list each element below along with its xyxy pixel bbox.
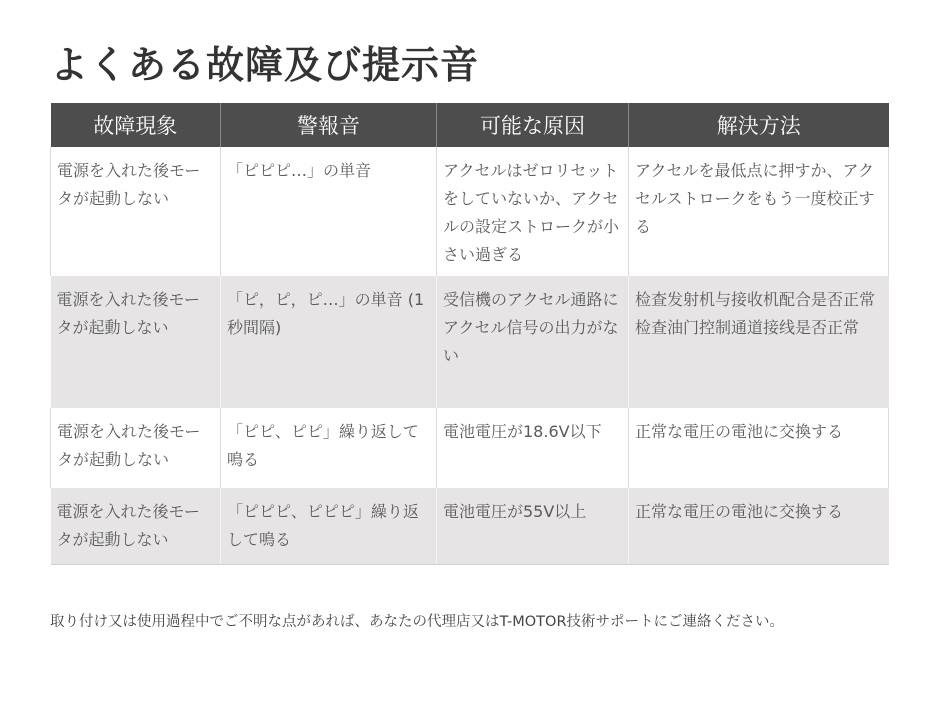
footer-note: 取り付け又は使用過程中でご不明な点があれば、あなたの代理店又はT-MOTOR技術サポートにご連絡ください。 [50, 614, 785, 630]
cell-alarm-sound: 「ピピピ…」の単音 [221, 147, 437, 276]
fault-table [50, 103, 889, 565]
cell-solution: アクセルを最低点に押すか、アクセルストロークをもう一度校正する [629, 147, 889, 276]
header-phenomenon: 故障現象 [51, 103, 221, 147]
table-row [51, 147, 889, 276]
cell-solution [629, 276, 889, 408]
table-row [51, 408, 889, 488]
solution-line: 检查发射机与接收机配合是否正常 [635, 290, 876, 309]
solution-line: 检查油门控制通道接线是否正常 [635, 318, 860, 337]
cell-solution: 正常な電圧の電池に交換する [629, 408, 889, 488]
cell-alarm-sound: 「ピ，ピ，ピ…」の単音 (1秒間隔) [221, 276, 437, 408]
header-solution: 解決方法 [629, 103, 889, 147]
cell-solution: 正常な電圧の電池に交換する [629, 488, 889, 564]
header-alarm-sound: 警報音 [221, 103, 437, 147]
header-possible-cause: 可能な原因 [437, 103, 629, 147]
cell-alarm-sound: 「ピピ、ピピ」繰り返して鳴る [221, 408, 437, 488]
cell-phenomenon: 電源を入れた後モータが起動しない [51, 408, 221, 488]
cell-phenomenon: 電源を入れた後モータが起動しない [51, 488, 221, 564]
cell-possible-cause: 電池電圧が18.6V以下 [437, 408, 629, 488]
cell-possible-cause: 受信機のアクセル通路にアクセル信号の出力がない [437, 276, 629, 408]
cell-possible-cause: 電池電圧が55V以上 [437, 488, 629, 564]
table-header-row [51, 103, 889, 147]
cell-possible-cause: アクセルはゼロリセットをしていないか、アクセルの設定ストロークが小さい過ぎる [437, 147, 629, 276]
cell-phenomenon: 電源を入れた後モータが起動しない [51, 147, 221, 276]
table-row [51, 488, 889, 564]
table-row [51, 276, 889, 408]
page-title: よくある故障及び提示音 [50, 43, 480, 87]
cell-phenomenon: 電源を入れた後モータが起動しない [51, 276, 221, 408]
cell-alarm-sound: 「ピピピ、ピピピ」繰り返して鳴る [221, 488, 437, 564]
